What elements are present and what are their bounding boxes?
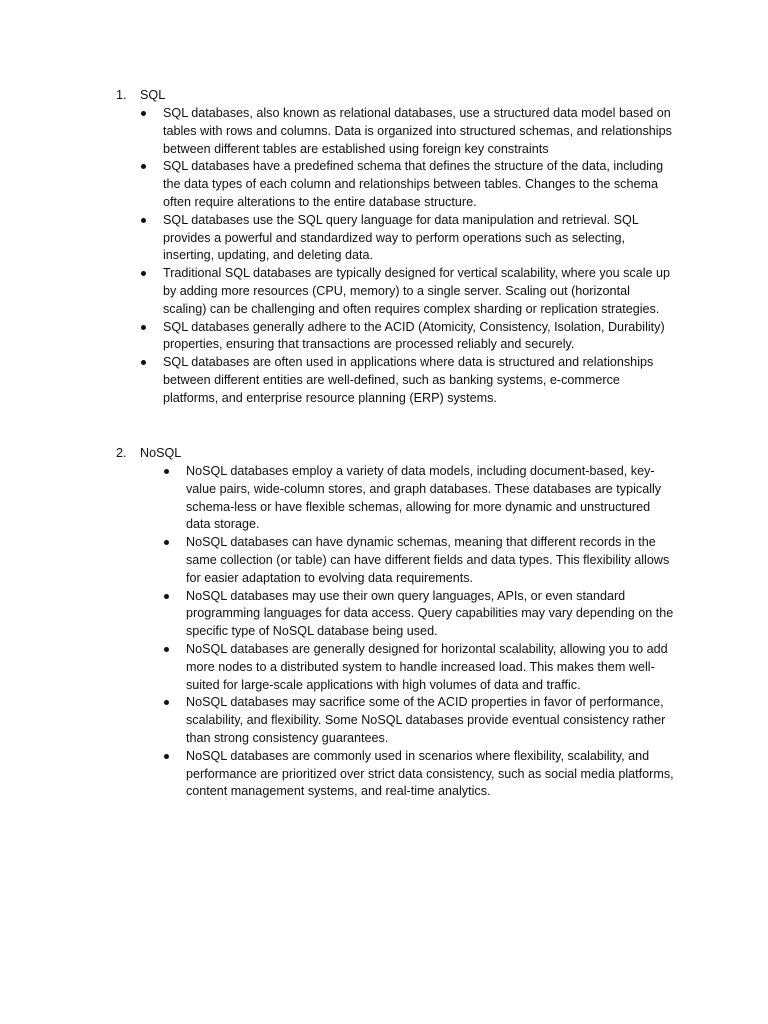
- bullet-icon: [164, 647, 169, 652]
- bullet-icon: [141, 271, 146, 276]
- section-nosql: [116, 445, 688, 801]
- bullet-item: NoSQL databases are generally designed for horizontal scalability, allowing you to add more nodes to a distributed system to handle increased load. This makes them well-suited for large-scale applications with high volumes of data and traffic.: [116, 641, 674, 694]
- bullet-item: SQL databases, also known as relational databases, use a structured data model based on tables with rows and columns. Data is organized into structured schemas, and relationships between different tables are established using foreign key constraints: [116, 105, 673, 158]
- section-heading: [116, 87, 688, 105]
- section-number: 1.: [116, 88, 127, 102]
- bullet-icon: [141, 111, 146, 116]
- bullet-item: NoSQL databases can have dynamic schemas, meaning that different records in the same collection (or table) can have different fields and data types. This flexibility allows for easier adaptation to evolving data requirements.: [116, 534, 674, 587]
- bullet-icon: [141, 218, 146, 223]
- section-title: SQL: [140, 88, 166, 102]
- bullet-item: Traditional SQL databases are typically designed for vertical scalability, where you scale up by adding more resources (CPU, memory) to a single server. Scaling out (horizontal scaling) can be challenging and often requires complex sharding or replication strategies.: [116, 265, 673, 318]
- bullet-item: NoSQL databases may use their own query languages, APIs, or even standard programming languages for data access. Query capabilities may vary depending on the specific type of NoSQL database being used.: [116, 588, 674, 641]
- bullet-icon: [141, 360, 146, 365]
- bullet-icon: [164, 754, 169, 759]
- section-title: NoSQL: [140, 446, 182, 460]
- bullet-item: SQL databases use the SQL query language for data manipulation and retrieval. SQL provides a powerful and standardized way to perform operations such as selecting, inserting, updating, and deleting data.: [116, 212, 673, 265]
- bullet-item: SQL databases are often used in applications where data is structured and relationships between different entities are well-defined, such as banking systems, e-commerce platforms, and enterprise resource planning (ERP) systems.: [116, 354, 673, 407]
- bullet-item: NoSQL databases may sacrifice some of the ACID properties in favor of performance, scalability, and flexibility. Some NoSQL databases provide eventual consistency rather than strong consistency guarantees.: [116, 694, 674, 747]
- bullet-icon: [141, 164, 146, 169]
- bullet-icon: [164, 540, 169, 545]
- section-sql: [116, 87, 688, 408]
- bullet-icon: [141, 325, 146, 330]
- bullet-item: SQL databases generally adhere to the ACID (Atomicity, Consistency, Isolation, Durability) properties, ensuring that transactions are processed reliably and securely.: [116, 319, 673, 355]
- bullet-list: [116, 463, 688, 801]
- bullet-icon: [164, 469, 169, 474]
- bullet-item: NoSQL databases employ a variety of data models, including document-based, key-value pairs, wide-column stores, and graph databases. These databases are typically schema-less or have flexible schemas, allowing for more dynamic and unstructured data storage.: [116, 463, 674, 534]
- bullet-icon: [164, 594, 169, 599]
- bullet-item: SQL databases have a predefined schema that defines the structure of the data, including the data types of each column and relationships between tables. Changes to the schema often require alterations to the entire database structure.: [116, 158, 673, 211]
- bullet-item: NoSQL databases are commonly used in scenarios where flexibility, scalability, and performance are prioritized over strict data consistency, such as social media platforms, content management systems, and real-time analytics.: [116, 748, 674, 801]
- bullet-icon: [164, 700, 169, 705]
- section-number: 2.: [116, 446, 127, 460]
- bullet-list: [116, 105, 688, 408]
- section-heading: [116, 445, 688, 463]
